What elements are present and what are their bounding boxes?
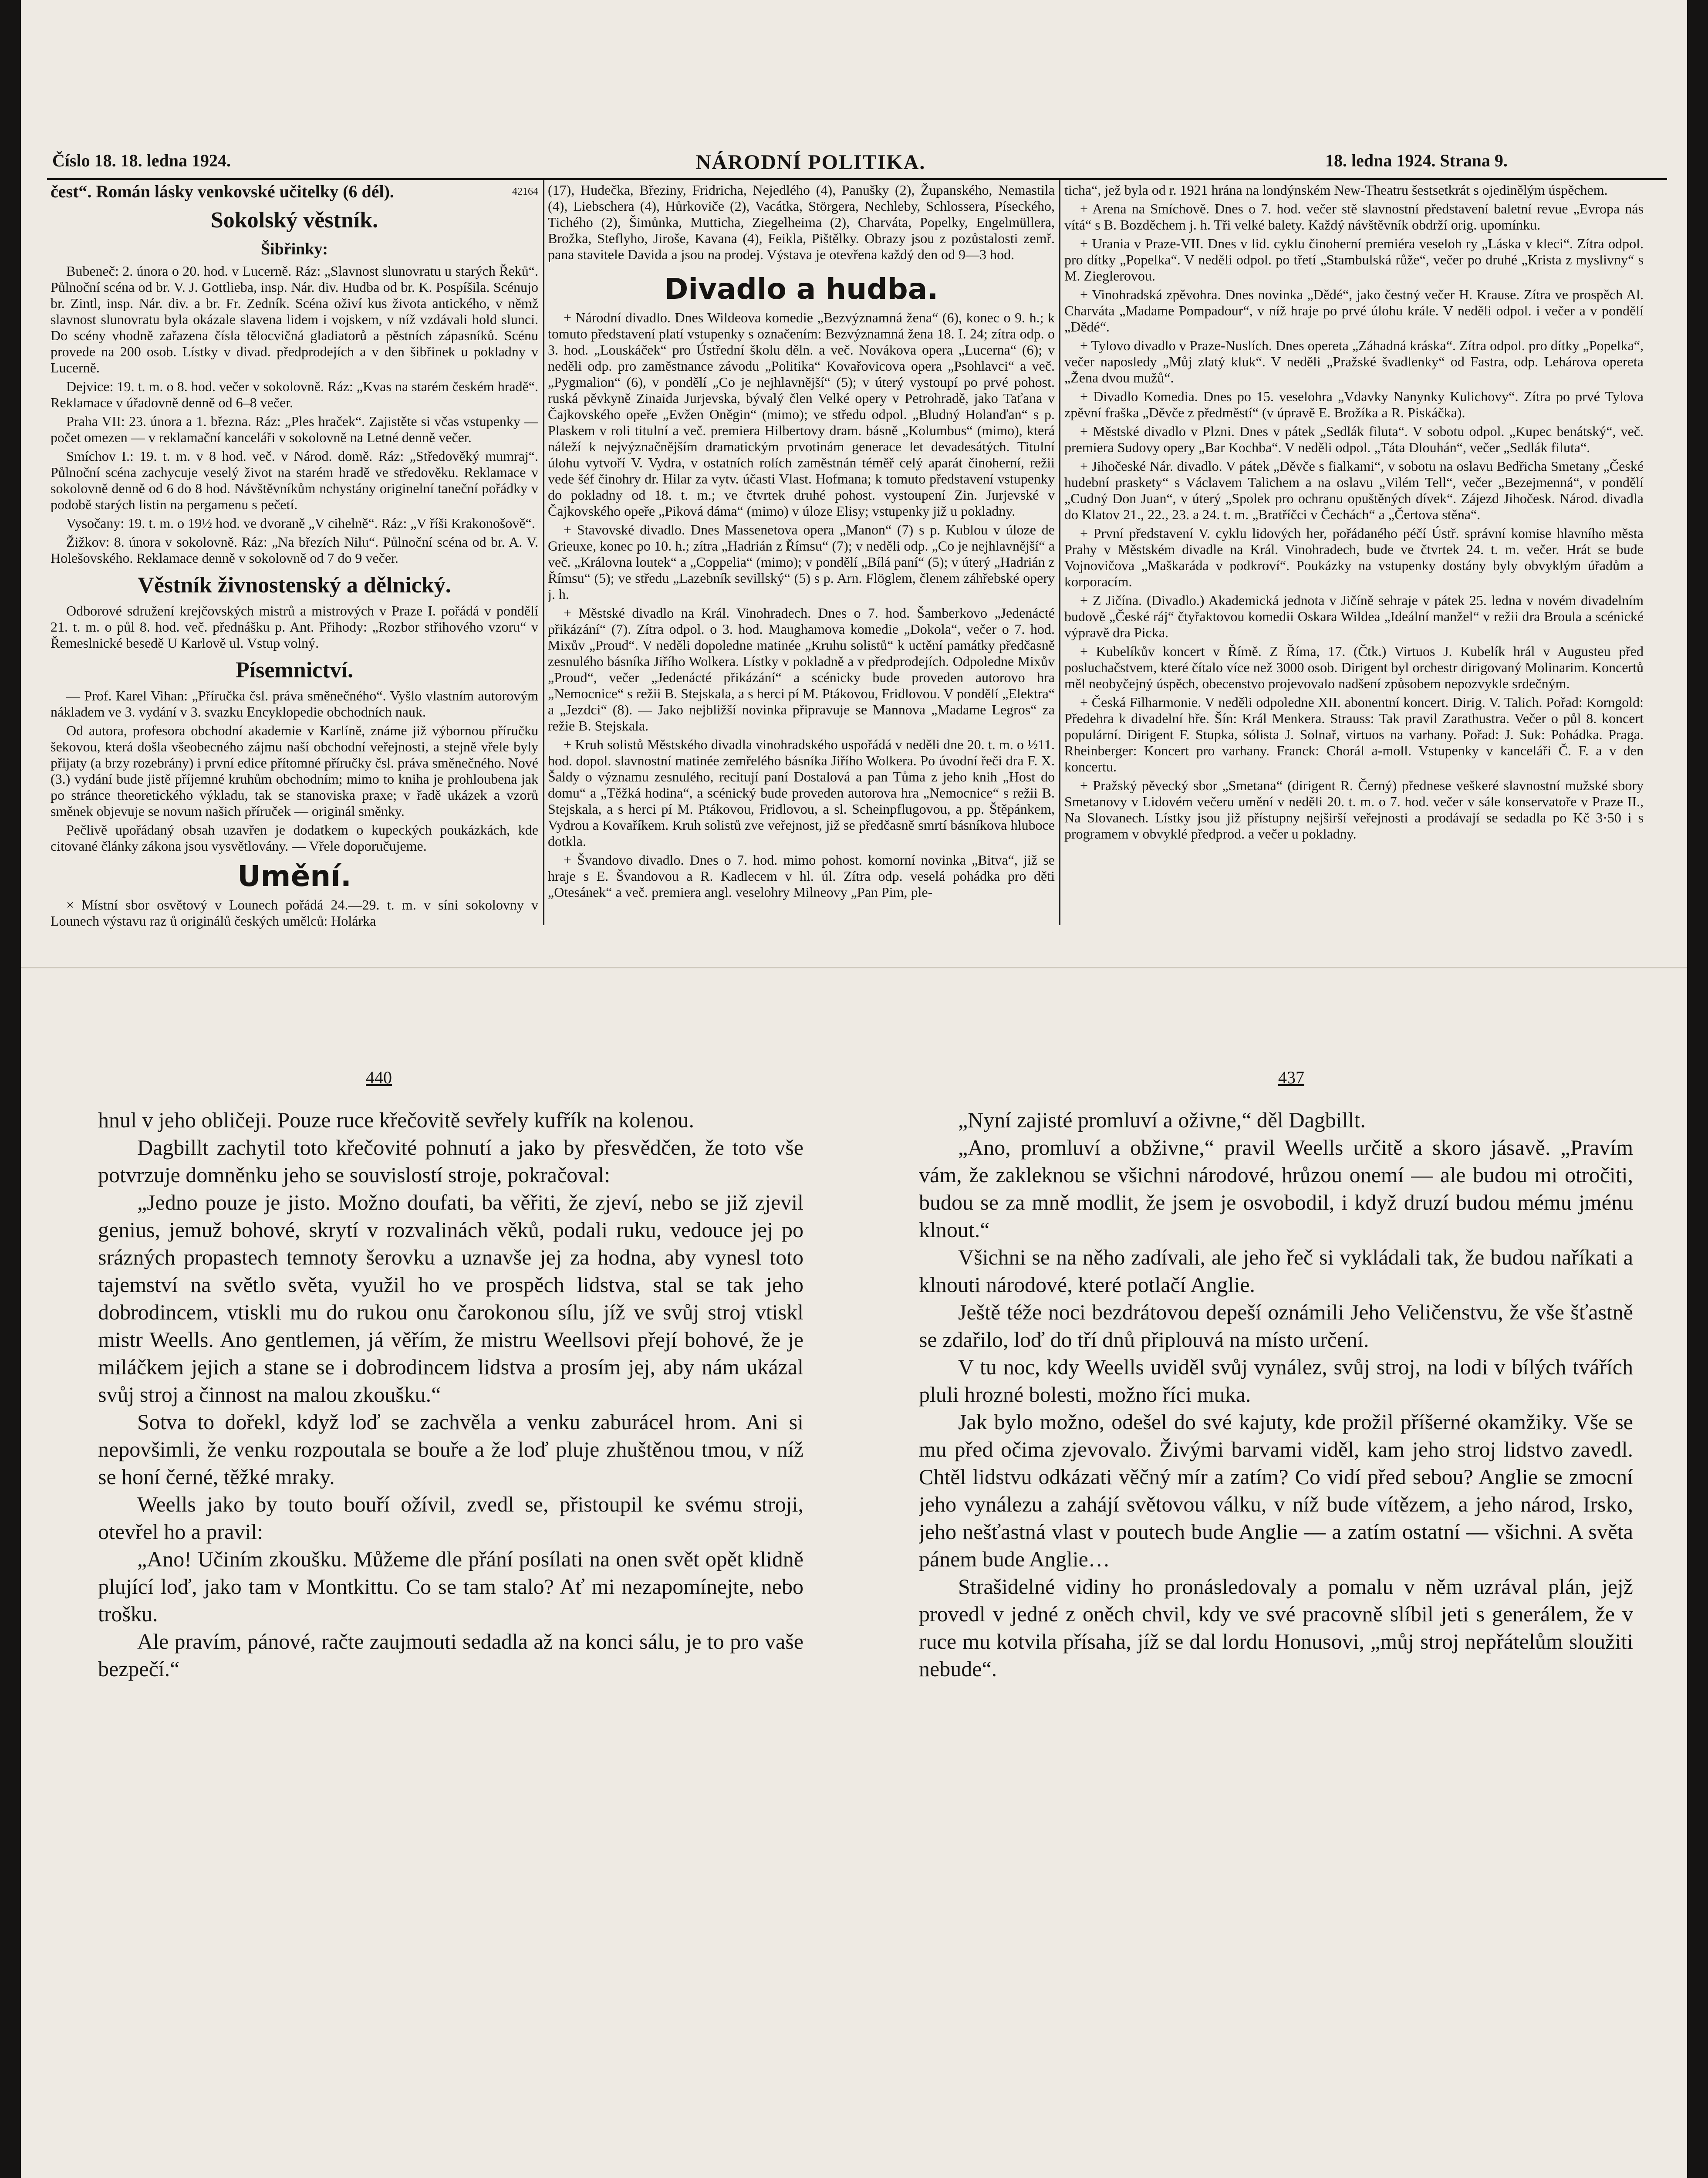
novel-page-right <box>919 1106 1633 2178</box>
page-header <box>47 146 1667 178</box>
sokol-paragraph: Dejvice: 19. t. m. o 8. hod. večer v sokolovně. Ráz: „Kvas na starém českém hradě“. Reklamace v úřadovně denně od 6–8 večer. <box>51 379 538 410</box>
zivnost-paragraph: Odborové sdružení krejčovských mistrů a mistrových v Praze I. pořádá v pondělí 21. t. m. o půl 8. hod. več. přednášku p. Ant. Přihody: „Rozbor střihového vzoru“ v Řemeslnické besedě U Karlově ul. Vstup volný. <box>51 603 538 651</box>
theatre-paragraph: + Stavovské divadlo. Dnes Massenetova opera „Manon“ (7) s p. Kublou v úloze de Grieuxe, konec po 10. h.; zítra „Hadrián z Římsu“ (7); v neděli odp. „Co je nejhlavnější“ a več. „Královna loutek“ a „Coppelia“ (mimo); v pondělí „Bílá paní“ (5); v úterý „Hadrián z Římsu“ (5); ve středu „Lazebník sevillský“ (5) s p. Arn. Flöglem, členem záhřebské opery j. h. <box>548 522 1055 602</box>
novel-paragraph: Ještě téže noci bezdrátovou depeší oznámili Jeho Veličenstvu, že vše šťastně se zdařilo, loď do tří dnů připlouvá na místo určení. <box>919 1300 1633 1352</box>
umeni-paragraph: × Místní sbor osvětový v Lounech pořádá 24.—29. t. m. v síni sokolovny v Lounech výstavu raz ů originálů českých umělců: Holárka <box>51 897 538 929</box>
sokol-paragraph: Žižkov: 8. února v sokolovně. Ráz: „Na březích Nilu“. Půlnoční scéna od br. A. V. Holešovského. Reklamace denně v sokolovně od 7 do 9 večer. <box>51 534 538 566</box>
theatre-paragraph: + Divadlo Komedia. Dnes po 15. veselohra „Vdavky Nanynky Kulichovy“. Zítra po prvé Tylova zpěvní fraška „Děvče z předměstí“ (v úpravě E. Brožíka a R. Piskáčka). <box>1064 389 1644 420</box>
novel-paragraph: Dagbillt zachytil toto křečovité pohnutí a jako by přesvědčen, že toto vše potvrzuje domněnku jeho se souvislostí stroje, pokračoval: <box>98 1135 803 1187</box>
exhibition-paragraph: (17), Hudečka, Březiny, Fridricha, Nejedlého (4), Panušky (2), Županského, Nemastila (4), Liebschera (4), Hůrkoviče (2), Vacátka, Störgera, Nechleby, Schlossera, Píseckého, Tichého (2), Šimůnka, Mutticha, Ziegelheima (2), Charváta, Popelky, Engelmüllera, Brožka, Steflyho, Jiroše, Kavana (4), Feikla, Pištělky. Obrazy jsou z pozůstalosti zemř. pana stavitele Davida a jsou na prodej. Výstava je otevřena každý den od 9—3 hod. <box>548 182 1055 262</box>
theatre-paragraph: + Česká Filharmonie. V neděli odpoledne XII. abonentní koncert. Dirig. V. Talich. Pořad: Korngold: Předehra k divadelní hře. Šín: Král Menkera. Strauss: Tak pravil Zarathustra. Večer o půl 8. koncert populární. Dirigent F. Stupka, sólista J. Solnař, virtuos na varhany. Pořad: J. Suk: Pohádka. Praga. Rheinberger: Koncert pro varhany. Franck: Chorál a-moll. Vstupenky v kanceláři Č. F. a v den koncertu. <box>1064 694 1644 774</box>
novel-paragraph: Všichni se na něho zadívali, ale jeho řeč si vykládali tak, že budou naříkati a klnouti národové, které potlačí Anglie. <box>919 1245 1633 1297</box>
sokol-heading: Sokolský věstník. <box>210 208 378 233</box>
sokol-paragraph: Bubeneč: 2. února o 20. hod. v Lucerně. Ráz: „Slavnost slunovratu u starých Řeků“. Půlnoční scéna od br. V. J. Gottlieba, insp. Nár. div. Hudba od br. K. Pospíšila. Scénujo br. Zintl, insp. Nár. div. a br. Fr. Zedník. Scéna oživí kus života antického, v němž slavnost slunovratu byla okázale slavena lidem i vojskem, v níž vzdávali hold slunci. Do scény vhodně zařazena čísla tělocvičná gladiatorů a pěstních zápasníků. Scénu provede na 200 osob. Lístky v divad. předprodejích a v den šibřinek u pokladny v Lucerně. <box>51 263 538 375</box>
novel-paragraph: Sotva to dořekl, když loď se zachvěla a venku zaburácel hrom. Ani si nepovšimli, že venku rozpoutala se bouře a že loď pluje zhuštěnou tmou, v níž se honí černé, těžké mraky. <box>98 1410 803 1489</box>
sokol-paragraph: Praha VII: 23. února a 1. března. Ráz: „Ples hraček“. Zajistěte si včas vstupenky — počet omezen — v reklamační kanceláři v sokolovně na Letné denně večer. <box>51 413 538 445</box>
novel-paragraph: „Ano! Učiním zkoušku. Můžeme dle přání posílati na onen svět opět klidně plující loď, jako tam v Montkittu. Co se tam stalo? Ať mi nezapomínejte, nebo trošku. <box>98 1547 803 1626</box>
ad-number: 42164 <box>512 186 538 197</box>
novel-paragraph: Strašidelné vidiny ho pronásledovaly a pomalu v něm uzrával plán, jejž provedl v jedné z oněch chvil, kdy ve své pracovně slíbil jeti s generálem, že v ruce mu kotvila přísaha, jíž se dal lordu Honusovi, „můj stroj nepřátelům sloužiti nebude“. <box>919 1574 1633 1681</box>
novel-paragraph: „Nyní zajisté promluví a oživne,“ děl Dagbillt. <box>958 1108 1366 1132</box>
theatre-paragraph: + Z Jičína. (Divadlo.) Akademická jednota v Jičíně sehraje v pátek 25. ledna v novém divadelním budově „České ráj“ čtyřaktovou komedii Oskara Wildea „Ideální manžel“ v režii dra Broula a scénické výpravě dra Picka. <box>1064 592 1644 640</box>
fold-line <box>21 967 1687 968</box>
page-number-left: 440 <box>366 1068 392 1087</box>
pisemnictvi-heading: Písemnictví. <box>235 658 354 683</box>
novel-paragraph: Ale pravím, pánové, račte zaujmouti sedadla až na konci sálu, je to pro vaše bezpečí.“ <box>98 1629 803 1681</box>
novel-paragraph: Weells jako by touto bouří ožívil, zvedl se, přistoupil ke svému stroji, otevřel ho a pravil: <box>98 1492 803 1544</box>
sibrinky-heading: Šibřinky: <box>260 240 328 258</box>
umeni-heading: Umění. <box>237 859 351 893</box>
date-page-info: 18. ledna 1924. Strana 9. <box>1325 151 1508 170</box>
scan-edge-right <box>1687 0 1708 2178</box>
theatre-paragraph: ticha“, jež byla od r. 1921 hrána na londýnském New-Theatru šestsetkrát s ojedinělým úspěchem. <box>1064 182 1608 198</box>
theatre-paragraph: + Národní divadlo. Dnes Wildeova komedie „Bezvýznamná žena“ (6), konec o 9. h.; k tomuto představení platí vstupenky s označením: Bezvýznamná žena 18. I. 24; zítra odp. o 3. hod. „Louskáček“ pro Ústřední školu děln. a več. Novákova opera „Lucerna“ (6); v neděli odp. pro zaměstnance závodu „Politika“ Kovařovicova opera „Psohlavci“ a več. „Pygmalion“ (6), v pondělí „Co je nejhlavnější“ (5); v úterý vystoupí po prvé pohost. ruská pěvkyně Zinaida Jurjevska, bývalý člen Velké opery v Petrohradě, jako Taťana v Čajkovského opeře „Evžen Oněgin“ (mimo); ve středu odpol. „Bludný Holanďan“ s p. Plaskem v roli titulní a več. premiera Hilbertovy dram. básně „Kolumbus“ (mimo), která náleží k nejvýznačnějším dramatickým prvotinám generace let devadesátých. Titulní úlohu vytvoří V. Vydra, v ostatních rolích zaměstnán téměř celý aparát činoherní, režii vede šéf činohry dr. Hilar za vytv. účasti Vlast. Hofmana; k tomuto představení vstupenky do pokladny od 18. t. m.; ve čtvrtek druhé pohost. vystoupení Zin. Jurjevské v Čajkovského opeře „Piková dáma“ (mimo) v úloze Elisy; vstupenky již u pokladny. <box>548 310 1055 519</box>
zivnost-heading: Věstník živnostenský a dělnický. <box>138 573 451 598</box>
theatre-paragraph: + Tylovo divadlo v Praze-Nuslích. Dnes opereta „Záhadná kráska“. Zítra odpol. pro dítky „Popelka“, večer naposledy „Můj zlatý kluk“. V neděli „Pražské švadlenky“ od Fastra, odp. Lehárova opereta „Žena dvou mužů“. <box>1064 338 1644 386</box>
pisemnictvi-paragraph: Od autora, profesora obchodní akademie v Karlíně, známe již výbornou příručku šekovou, která došla všeobecného zájmu naší obchodní veřejnosti, a stejně vřele byly přijaty (a brzy rozebrány) i první edice přítomné příručky čsl. práva směnečného. Nové (3.) vydání bude jistě příjemné kruhům obchodním; mimo to kniha je prohloubena jak po stránce theoretického výkladu, tak se stanoviska praxe; v řadě ukázek a vzorů směnek objevuje se novum našich příruček — originál směnky. <box>51 723 538 819</box>
novel-paragraph: hnul v jeho obličeji. Pouze ruce křečovitě sevřely kufřík na kolenou. <box>98 1108 695 1132</box>
issue-info: Číslo 18. 18. ledna 1924. <box>52 151 231 170</box>
ad-text <box>51 182 538 201</box>
theatre-paragraph: + Arena na Smíchově. Dnes o 7. hod. večer stě slavnostní představení baletní revue „Evropa nás vítá“ s B. Bozděchem j. h. Tři velké balety. Každý návštěvník obdrží orig. upomínku. <box>1064 201 1644 233</box>
novel-paragraph: „Jedno pouze je jisto. Možno doufati, ba věřiti, že zjeví, nebo se již zjevil genius, jemuž bohové, skrytí v rozvalinách věků, podali ruku, vedouce jej po srázných propastech temnoty šerovku a uznavše jej za hodna, aby vynesl toto tajemství na světlo světa, využil ho ve prospěch lidstva, stal se tak jeho dobrodincem, vtiskli mu do rukou onu čarokonou sílu, jíž ve svůj stroj vtiskl mistr Weells. Ano gentlemen, já věřím, že mistru Weellsovi přejí bohové, že je miláčkem jejich a stane se i dobrodincem lidstva a prosím jej, aby nám ukázal svůj stroj a činnost na malou zkoušku.“ <box>98 1190 803 1407</box>
column-3 <box>1064 182 1644 940</box>
pisemnictvi-paragraph: — Prof. Karel Vihan: „Příručka čsl. práva směnečného“. Vyšlo vlastním autorovým nákladem ve 3. vydání v 3. svazku Encyklopedie obchodních nauk. <box>51 688 538 720</box>
scan-edge-left <box>0 0 21 2178</box>
theatre-paragraph: + Kruh solistů Městského divadla vinohradského uspořádá v neděli dne 20. t. m. o ½11. hod. dopol. slavnostní matinée zemřelého básníka Jiřího Wolkera. Po úvodní řeči dra F. X. Šaldy o významu zesnulého, recitují paní Dostalová a pan Tůma z jeho knih „Host do domu“ a „Těžká hodina“, a scénický bude proveden autorova hra „Nemocnice“ s režii B. Stejskala, a s herci pí M. Ptákovou, Fridlovou, a sl. Scheinpflugovou, a pp. Štěpánkem, Vydrou a Kovaříkem. Kruh solistů zve veřejnost, již se předčasně smrtí básníkova hluboce dotkla. <box>548 737 1055 849</box>
pisemnictvi-paragraph: Pečlivě upořádaný obsah uzavřen je dodatkem o kupeckých poukázkách, kde citované články zákona jsou vysvětlovány. — Vřele doporučujeme. <box>51 822 538 854</box>
theatre-paragraph: + Urania v Praze-VII. Dnes v lid. cyklu činoherní premiéra veseloh ry „Láska v kleci“. Zítra odpol. pro dítky „Popelka“. V neděli odpol. po třetí „Stambulská růže“, večer po druhé „Krista z myslivny“ s M. Zieglerovou. <box>1064 236 1644 284</box>
sokol-paragraph: Vysočany: 19. t. m. o 19½ hod. ve dvoraně „V cihelně“. Ráz: „V říši Krakonošově“. <box>66 515 535 531</box>
newspaper-title: NÁRODNÍ POLITIKA. <box>696 151 926 174</box>
theatre-paragraph: + Pražský pěvecký sbor „Smetana“ (dirigent R. Černý) přednese veškeré slavnostní mužské sbory Smetanovy v Lidovém večeru umění v neděli 20. t. m. o 7. hod. večer v sále konservatoře v Praze II., Na Slovanech. Lístky jsou již přístupny nejširší veřejnosti a prodávají se sedadla po Kč 3·50 i s programem v obvyklé předprod. a večer u pokladny. <box>1064 778 1644 842</box>
theatre-paragraph: + Kubelíkův koncert v Římě. Z Říma, 17. (Čtk.) Virtuos J. Kubelík hrál v Augusteu před posluchačstvem, které čítalo více než 3000 osob. Dirigent byl orchestr dirigovaný Molinarim. Koncertů měl neobyčejný úspěch, obecenstvo projevovalo nadšení způsobem nepozvykle srdečným. <box>1064 643 1644 691</box>
novel-page-left <box>98 1106 803 2178</box>
theatre-paragraph: + Vinohradská zpěvohra. Dnes novinka „Dědé“, jako čestný večer H. Krause. Zítra ve prospěch Al. Charváta „Madame Pompadour“, v níž hraje po prvé úlohu krále. V neděli odpol. i večer a v pondělí „Dědé“. <box>1064 287 1644 335</box>
ad-text-content: čest“. Román lásky venkovské učitelky (6 dél). <box>51 182 394 201</box>
theatre-paragraph: + Švandovo divadlo. Dnes o 7. hod. mimo pohost. komorní novinka „Bitva“, již se hraje s E. Švandovou a R. Kadlecem v hl. úl. Zítra odp. veselá pohádka pro děti „Otesánek“ a več. premiera angl. veselohry Milneovy „Pan Pim, ple- <box>548 852 1055 900</box>
divadlo-heading: Divadlo a hudba. <box>664 272 938 306</box>
column-divider <box>543 180 544 925</box>
column-2 <box>548 182 1055 940</box>
novel-paragraph: „Ano, promluví a obživne,“ pravil Weells určitě a skoro jásavě. „Pravím vám, že zakleknou se všichni národové, hrůzou onemí — ale budou mi otročiti, budou se za mně modlit, že jsem je osvobodil, i když druzí budou mému jménu klnout.“ <box>919 1135 1633 1242</box>
sokol-paragraph: Smíchov I.: 19. t. m. v 8 hod. več. v Národ. domě. Ráz: „Středověký mumraj“. Půlnoční scéna zachycuje veselý život na starém hradě ve středověku. Reklamace v sokolovně denně od 6 do 8 hod. Návštěvníkům nchystány originelní taneční pořádky v podobě starých listin na pergamenu s pečetí. <box>51 448 538 512</box>
theatre-paragraph: + První představení V. cyklu lidových her, pořádaného péčí Ústř. správní komise hlavního města Prahy v Městském divadle na Král. Vinohradech, bude ve čtvrtek 24. t. m. večer. Hrát se bude Vojnovičova „Maškaráda v podkroví“. Poukázky na vstupenky dostány byly obvyklým úřadům a korporacím. <box>1064 525 1644 589</box>
header-rule <box>47 178 1667 180</box>
novel-paragraph: Jak bylo možno, odešel do své kajuty, kde prožil příšerné okamžiky. Vše se mu před očima zjevovalo. Živými barvami viděl, kam jeho stroj lidstvo zavedl. Chtěl lidstvu odkázati věčný mír a zatím? Co vidí před sebou? Anglie se zmocní jeho vynálezu a zahájí světovou válku, v níž bude vítězem, a jeho národ, Irsko, jeho nešťastná vlast v poutech bude Anglie — a zatím ostatní — všichni. A světa pánem bude Anglie… <box>919 1410 1633 1571</box>
column-1 <box>51 182 538 940</box>
page-number-right: 437 <box>1278 1068 1304 1087</box>
theatre-paragraph: + Městské divadlo na Král. Vinohradech. Dnes o 7. hod. Šamberkovo „Jedenácté přikázání“ (7). Zítra odpol. o 3. hod. Maughamova komedie „Dokola“, večer o 7. hod. Mixův „Proud“. V neděli dopoledne matinée „Kruhu solistů“ k uctění památky předčasně zesnulého básníka Jiřího Wolkera. Lístky v pokladně a v předprodejích. Odpoledne Mixův „Proud“, večer „Jedenácté přikázání“ a scénicky bude proveden autorovo hra „Nemocnice“ s režii B. Stejskala, a s herci pí M. Ptákovou, Fridlovou. V pondělí „Elektra“ a „Jezdci“ (8). — Jako nejbližší novinka připravuje se Mannova „Madame Legros“ za režie B. Stejskala. <box>548 605 1055 734</box>
column-divider <box>1059 180 1060 925</box>
novel-paragraph: V tu noc, kdy Weells uviděl svůj vynález, svůj stroj, na lodi v bílých tvářích pluli hrozné bolesti, možno říci muka. <box>919 1355 1633 1407</box>
theatre-paragraph: + Jihočeské Nár. divadlo. V pátek „Děvče s fialkami“, v sobotu na oslavu Bedřicha Smetany „České hudební praskety“ s Václavem Talichem a na oslavu „Vilém Tell“, večer „Bezejmenná“, v pondělí „Cudný Don Juan“, v úterý „Spolek pro ochranu opuštěných dívek“. Zájezd Jihočesk. Národ. divadla do Klatov 21., 22., 23. a 24. t. m. „Bratříčci v Čechách“ a „Čertova stěna“. <box>1064 458 1644 522</box>
theatre-paragraph: + Městské divadlo v Plzni. Dnes v pátek „Sedlák filuta“. V sobotu odpol. „Kupec benátský“, več. premiera Sudovy opery „Bar Kochba“. V neděli odpol. „Táta Dlouhán“, večer „Sedlák filuta“. <box>1064 423 1644 455</box>
